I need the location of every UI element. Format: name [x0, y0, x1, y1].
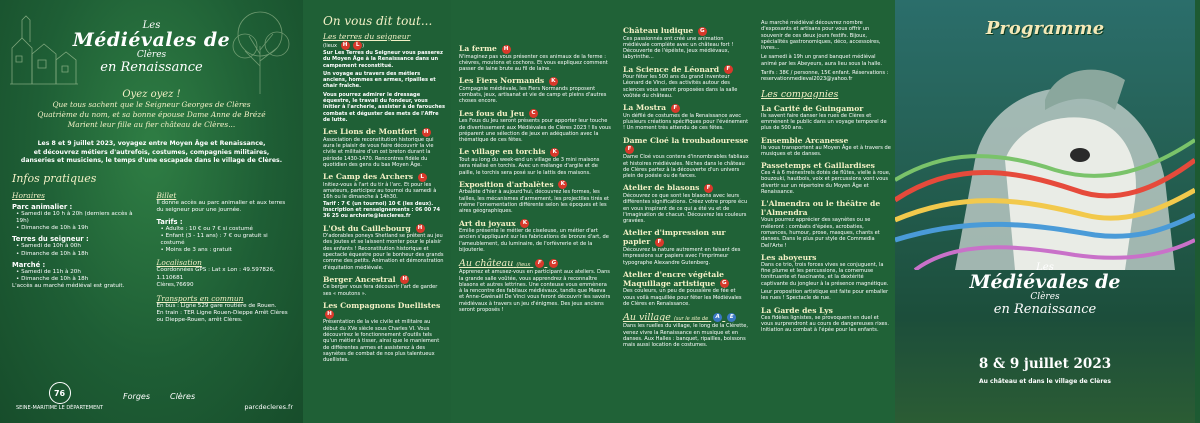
lions-label: Les Lions de Montfort: [323, 127, 417, 137]
terres-list: [16, 243, 147, 257]
marche-list: [16, 269, 147, 283]
encre-text: Des couleurs, un peu de poussière de fée et vous voilà maquillée pour fêter les Médiévales de Clères en Renaissance.: [623, 288, 742, 307]
compagnons-label: Les Compagnons Duellistes: [323, 300, 441, 310]
banquet-text: Le samedi à 19h un grand banquet médiéval animé par les Abeyeurs, aura lieu sous la halle.: [761, 54, 882, 67]
list-item: • Adulte : 10 € ou 7 € si costumé: [161, 226, 292, 233]
location-badge: H: [502, 45, 511, 54]
berger-label: Berger Ancestral: [323, 274, 396, 284]
cover-title: Programme: [985, 18, 1105, 39]
location-badge: F: [724, 65, 733, 74]
infos-columns: [12, 187, 291, 325]
location-badge: G: [720, 279, 729, 288]
village-torchis-label: Le village en torchis: [459, 147, 546, 157]
location-badge: H: [325, 310, 334, 319]
impression-label: Atelier d'impression sur papier: [623, 228, 726, 247]
ost-title: [323, 224, 445, 234]
cloe-title: [623, 136, 749, 155]
gaillardises-text: Ces 4 à 6 ménestrels dotés de flûtes, vielle à roue, bouzouki, hautbois, voix et percussions vont vous divertir sur un répertoire du Moyen Âge et Renaissance.: [761, 170, 891, 196]
leonard-title: [623, 65, 749, 75]
ferme-title: [459, 44, 611, 54]
panel-program-1: [303, 0, 451, 423]
location-badge: G: [549, 259, 558, 268]
lieux-label: (lieux: [323, 43, 337, 49]
location-badge: H: [341, 41, 350, 50]
arcanesse-title: Ensemble Arcanesse: [761, 135, 849, 145]
arbaletes-title: [459, 180, 611, 190]
logo-line-2: Médiévales de: [72, 29, 231, 51]
art-label: Art du joyaux: [459, 218, 516, 228]
tree-illustration: [225, 6, 295, 96]
camp-label: Le Camp des Archers: [323, 172, 413, 182]
horaires-title: Horaires: [12, 190, 45, 200]
list-item: • Moins de 3 ans : gratuit: [161, 247, 292, 254]
sponsor-cleres: [170, 392, 195, 401]
blasons-text: Découvrez ce que sont les blasons avec leurs différentes significations. Créez votre propre écu en vous inspirant de ce qui a été vu et de l'imagination de chacun. Découvrez les couleurs gravées.: [623, 192, 748, 225]
normands-text: Compagnie médiévale, les Fiers Normands proposent combats, jeux, artisanat et vie de camp et pleins d'autres choses encore.: [459, 85, 607, 105]
localisation-text: Coordonnées GPS : Lat x Lon : 49.597826, 1.110681: [156, 267, 275, 281]
normands-label: Les Fiers Normands: [459, 76, 545, 86]
ludique-title: [623, 26, 749, 36]
arbaletes-text: Arbalète d'hier à aujourd'hui, découvrez les formes, les tailles, les mécanismes d'armement, les projectiles tirés et même l'ornementation différente selon les époques et les aires géographiques.: [459, 189, 609, 215]
guingamor-title: La Carité de Guingamor: [761, 103, 864, 113]
list-item: • Samedi de 10h à 00h: [16, 243, 147, 250]
mostra-label: La Mostra: [623, 103, 667, 113]
list-item: • Samedi de 10 h à 20h (derniers accès à 19h): [16, 211, 147, 225]
sponsor-seine-maritime: [16, 382, 103, 411]
fous-label: Les fous du Jeu: [459, 108, 525, 118]
leonard-text: Pour fêter les 500 ans du grand inventeur Léonard de Vinci, des activités autour des sciences vous seront proposées dans la salle voûtée du château.: [623, 74, 738, 100]
location-badge: F: [625, 145, 634, 154]
oyez-line: Que tous sachent que le Seigneur Georges de Clères: [52, 100, 251, 109]
cover-logo-line-2: Médiévales de: [969, 271, 1121, 293]
blasons-title: [623, 183, 749, 193]
marche-medieval-text: Au marché médiéval découvrez nombre d'exposants et artisans pour vous offrir un souvenir de ces deux jours festifs. Bijoux, spécialités gastronomiques, déco, accessoires, livres...: [761, 20, 881, 52]
terres-seigneur-label: Les terres du seigneur: [323, 32, 411, 41]
list-item: • Enfant (3 - 11 ans) : 7 € ou gratuit si costumé: [161, 233, 292, 247]
event-date: 8 & 9 juillet 2023: [978, 356, 1112, 372]
event-location: Au château et dans le village de Clères: [979, 378, 1111, 385]
cloe-label: Dame Cloé la troubadouresse: [623, 135, 749, 145]
oyez-line: Marient leur fille au fier château de Clères...: [67, 120, 236, 129]
village-torchis-title: [459, 147, 611, 157]
camp-tarif: Tarif : 7 € (un tournoi) 10 € (les deux). Inscription et renseignements : 06 00 74 36 25 ou archerie@lescleres.fr: [323, 200, 441, 220]
location-badge: L: [353, 41, 362, 50]
logo-line-4: en Renaissance: [100, 60, 203, 75]
list-item: • Dimanche de 10h à 18h: [16, 251, 147, 258]
transports-title: Transports en commun: [156, 293, 244, 303]
normands-title: [459, 76, 611, 86]
lions-text: Association de reconstitution historique qui aura le plaisir de vous faire découvrir la vie civile et militaire d'un ost breton durant la période 1430-1470. Rencontres fidèle du quotidien des gens du bas Moyen Âge.: [323, 136, 434, 168]
infos-col-left: [12, 187, 147, 325]
intro-text: [12, 140, 291, 166]
terres-hours-title: Terres du seigneur :: [12, 235, 89, 244]
forges-logo: Forges: [123, 392, 150, 401]
fous-title: [459, 109, 611, 119]
location-badge: K: [549, 77, 558, 86]
sponsor-logos: [16, 382, 195, 411]
lions-title: [323, 127, 445, 137]
ferme-label: La ferme: [459, 44, 497, 53]
list-item: • Dimanche de 10h à 18h: [16, 276, 147, 283]
aboyeurs-note: Leur proposition artistique est faite pour emballer les rues ! Spectacle de rue.: [761, 289, 889, 302]
infos-title: Infos pratiques: [12, 171, 97, 185]
train-text: En train : TER Ligne Rouen-Dieppe Arrêt Clères ou Dieppe-Rouen, arrêt Clères.: [156, 310, 288, 324]
cloe-text: Dame Cloé vous contera d'innombrables fabliaux et histoires médiévales. Niches dans le château de Clères partez à la découverte d'un univers plein de poésie ou de farces.: [623, 154, 749, 180]
oyez-title: Oyez oyez !: [122, 89, 181, 100]
almendra-text: Vous pourrez apprécier des saynètes ou se mêleront : combats d'épées, acrobaties, romances, humour, prose, masques, chants et danses. Dans le plus pur style de Commedia Dell'Arte !: [761, 217, 880, 249]
impression-title: [623, 228, 749, 247]
location-badge: H: [416, 224, 425, 233]
au-village-text: Dans les ruelles du village, le long de la Clérette, venez vivre la Renaissance en musique et en danses. Aux Halles : banquet, ripailles, boissons mais aussi location de costumes.: [623, 323, 749, 349]
lys-title: La Garde des Lys: [761, 305, 833, 315]
banquet-tarifs: Tarifs : 38€ / personne, 15€ enfant. Réservations : reservationmedieval2023@yahoo.fr: [761, 70, 889, 83]
terres-text: Sur Les Terres du Seigneur vous passerez du Moyen Âge à la Renaissance dans un campement reconstitué.: [323, 50, 443, 69]
panel-program-2: [451, 0, 615, 423]
lieux-label: (lieux: [516, 262, 531, 269]
almendra-title: L'Almendra ou le théâtre de l'Almendra: [761, 199, 881, 218]
parc-title: Parc animalier :: [12, 202, 73, 211]
compagnons-text: Présentation de la vie civile et militaire au début du XVe siècle sous Charles VI. Vous découvrirez le fonctionnement d'outils tels qu'un métier à tisser, ainsi que le maniement de différentes armes et assisterez à des saynètes de combat de nos plus talentueux duellistes.: [323, 319, 440, 364]
location-badge: G: [698, 27, 707, 36]
intro-line: et découvrez métiers d'autrefois, costumes, compagnies militaires,: [33, 148, 270, 156]
list-item: • Dimanche de 10h à 19h: [16, 225, 147, 232]
intro-line: Les 8 et 9 juillet 2023, voyagez entre Moyen Âge et Renaissance,: [37, 140, 266, 147]
impression-text: Découvrez la nature autrement en faisant des impressions sur papiers avec l'imprimeur typographe Alexandre Gutenberg.: [623, 246, 741, 266]
terres-text: Vous pourrez admirer le dressage équestre, le travail du fondeur, vous initier à l'archerie, assister à de farouches combats et déguster des mets de l'Affre de lutte.: [323, 91, 445, 123]
location-badge: C: [529, 109, 538, 118]
location-badge: K: [558, 180, 567, 189]
compagnies-title: Les compagnies: [761, 88, 839, 100]
billet-title: Billet: [156, 190, 177, 200]
village-torchis-text: Tout au long du week-end un village de 3 mini maisons sera réalisé en torchis. Avec un mélange d'argile et de paille, le torchis sera posé sur le lattis des maisons.: [459, 156, 600, 176]
marche-note: L'accès au marché médiéval est gratuit.: [12, 283, 125, 290]
ludique-label: Château ludique: [623, 26, 694, 35]
logo-line-1: Les: [142, 20, 161, 31]
location-badge: L: [418, 173, 427, 182]
website-link[interactable]: parcdecleres.fr: [244, 403, 293, 411]
aboyeurs-title: Les aboyeurs: [761, 252, 817, 262]
panel-program-4: [753, 0, 895, 423]
location-badge: K: [520, 219, 529, 228]
au-village-title: [623, 312, 749, 323]
cover-logo-line-4: en Renaissance: [993, 302, 1097, 317]
art-text: Emilie présente le métier de ciseleuse, un métier d'art ancien s'appliquant sur les fabrications de bronze d'art, de l'ameublement, du luminaire, de l'orfèvrerie et de la bijouterie.: [459, 228, 609, 253]
berger-text: Ce berger vous fera découvrir l'art de garder ses « moutons ».: [323, 284, 438, 297]
arbaletes-label: Exposition d'arbalètes: [459, 179, 554, 189]
location-badge: F: [671, 104, 680, 113]
ferme-text: N'imaginez pas vous présenter ces animaux de la ferme : chèvres, moutons et cochons. Et vous expliquez comment passer de laine brute au fil de laine.: [459, 53, 608, 73]
encre-label: Atelier d'encre végétale Maquillage artistique: [623, 269, 724, 288]
chateau-label: Au château: [459, 258, 514, 270]
sponsor-forges: [123, 392, 150, 401]
intro-line: danseries et musiciens, le temps d'une escapade dans le village de Clères.: [20, 157, 283, 165]
location-badge: E: [727, 313, 736, 322]
parc-list: [16, 211, 147, 233]
guingamor-text: Ils savent faire danser les rues de Clères et emmènent le public dans un voyage temporel de plus de 500 ans.: [761, 112, 887, 132]
cover-logo: [895, 262, 1195, 317]
camp-text: Initiez-vous à l'art du tir à l'arc. Et pour les amateurs, participez au tournoi du samedi à 16h ou le dimanche à 14h30.: [323, 181, 437, 201]
sponsor-sub: SEINE-MARITIME LE DÉPARTEMENT: [16, 405, 104, 411]
cover-logo-line-3: Clères: [1030, 292, 1060, 302]
cover-logo-line-1: Les: [1036, 262, 1054, 273]
mostra-text: Un défilé de costumes de la Renaissance avec plusieurs créations spécifiques pour l'événement ! Un moment très attendu de ces fêtes.: [623, 112, 749, 132]
chateau-text: Apprenez et amusez-vous en participant aux ateliers. Dans la grande salle voûtée, vous apprendrez à reconnaître blasons et autres lettrines. Une conteuse vous emmènera à la rencontre des fabliaux médiévaux, tandis que Maeva et Anne-Gwénaël De Vinci vous feront découvrir les savoirs médiévaux à travers un jeu d'énigmes. Des jeux anciens seront proposés !: [459, 269, 611, 314]
logo-line-3: Clères: [136, 50, 167, 60]
berger-title: [323, 275, 445, 285]
list-item: • Samedi de 11h à 20h: [16, 269, 147, 276]
blasons-label: Atelier de blasons: [623, 183, 700, 193]
terres-text: Un voyage au travers des métiers anciens, hommes en armes, ripailles et chair fraîche.: [323, 70, 436, 90]
cleres-logo: Clères: [170, 392, 196, 401]
leonard-label: La Science de Léonard: [623, 64, 720, 74]
location-badge: F: [655, 238, 664, 247]
seine-maritime-logo: 76: [49, 382, 71, 404]
terres-lieux: (lieux H L ): [323, 42, 365, 49]
encre-title: [623, 270, 749, 289]
camp-title: [323, 172, 445, 182]
arcanesse-text: Ils vous transportent au Moyen Âge et à travers de musiques et de danses.: [761, 144, 891, 157]
localisation-title: Localisation: [156, 258, 202, 268]
panel-info: [0, 0, 303, 423]
lieux-label: (sur le site de: [673, 316, 709, 323]
lys-text: Ces fidèles lignistes, se provoquent en duel et vous surprendront au cours de dangereuses rixes. Initiation au combat à l'épée pour les enfants.: [761, 314, 889, 334]
location-badge: K: [550, 148, 559, 157]
bus-text: En bus : Ligne 529 gare routière de Rouen.: [156, 302, 277, 309]
program-title: On vous dit tout...: [323, 14, 433, 28]
chateau-title: [459, 258, 611, 269]
ost-label: L'Ost du Caillebourg: [323, 223, 411, 233]
au-village-label: Au village: [623, 312, 671, 324]
ost-text: D'adorables poneys Shetland se prêtent au jeu des joutes et se laissent monter pour le plaisir des enfants ! Reconstitution historique et spectacle équestre pour le bonheur des grands comme des petits. Animation et démonstration d'équitation médiévale.: [323, 233, 444, 271]
ludique-text: Ces passionnés ont créé une animation médiévale complète avec un château fort ! Découverte de l'épéiste, jeux médiévaux, labyrinthe...: [623, 35, 734, 61]
aboyeurs-text: Dans ce trio, trois forces vives se conjuguent, la fine plume et les percussions, la cornemuse tonitruante et fascinante, et la dextérité captivante du jongleur à la présence magnétique.: [761, 261, 889, 287]
gaillardises-title: Passetemps et Gaillardises: [761, 161, 875, 171]
fous-text: Les Fous du Jeu seront présents pour apporter leur touche de divertissement aux Médiévales de Clères 2023 ! Ils vous préparent une sélection de jeux en adéquation avec la thématique de ces fêtes.: [459, 118, 611, 144]
location-badge: F: [535, 259, 544, 268]
mostra-title: [623, 103, 749, 113]
location-badge: F: [704, 184, 713, 193]
art-title: [459, 219, 611, 229]
location-badge: H: [400, 275, 409, 284]
location-badge: A: [713, 313, 722, 322]
cover-panel: [895, 0, 1195, 423]
tarifs-title: Tarifs :: [156, 217, 183, 226]
terres-seigneur-title: [323, 32, 445, 41]
tarifs-list: [161, 226, 292, 255]
ville-text: Clères,76690: [156, 282, 194, 289]
oyez-line: Quatrième du nom, et sa bonne épouse Dame Anne de Brézé: [37, 110, 266, 119]
knight-horse-illustration: [895, 40, 1195, 270]
billet-text: Il donne accès au parc animalier et aux terres du seigneur pour une journée.: [156, 199, 286, 214]
location-badge: H: [422, 128, 431, 137]
compagnons-title: [323, 301, 445, 320]
infos-col-right: [157, 187, 292, 325]
marche-title: Marché :: [12, 260, 46, 269]
village-illustration: [8, 8, 80, 88]
panel-program-3: [615, 0, 753, 423]
